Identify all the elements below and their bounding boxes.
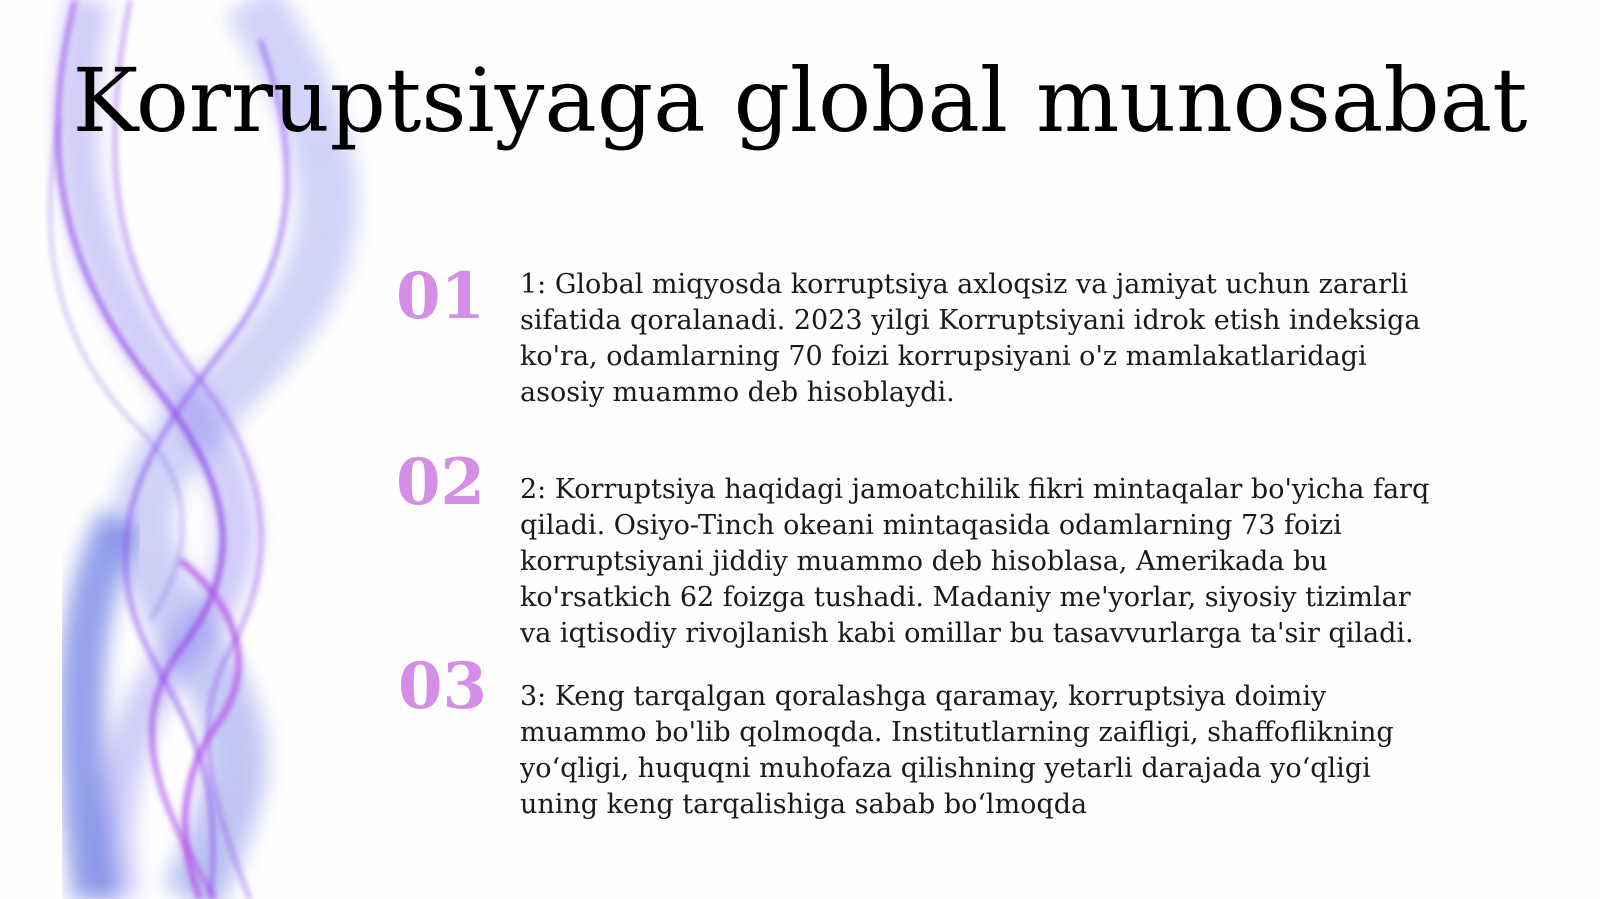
item-text-03: 3: Keng tarqalgan qoralashga qaramay, korruptsiya doimiy muammo bo'lib qolmoqda. Institutlarning zaifligi, shaffoflikning yo‘qligi, huquqni muhofaza qilishning yetarli darajada yo‘qligi uning keng tarqalishiga sabab bo‘lmoqda [520,681,1394,820]
item-text-02: 2: Korruptsiya haqidagi jamoatchilik fikri mintaqalar bo'yicha farq qiladi. Osiyo-Tinch okeani mintaqasida odamlarning 73 foizi korruptsiyani jiddiy muammo deb hisoblasa, Amerikada bu ko'rsatkich 62 foizga tushadi. Madaniy me'yorlar, siyosiy tizimlar va iqtisodiy rivojlanish kabi omillar bu tasavvurlarga ta'sir qiladi. [520,474,1430,649]
item-number-01: 01 [396,259,486,334]
slide-title: Korruptsiyaga global munosabat [72,49,1528,152]
item-text-01: 1: Global miqyosda korruptsiya axloqsiz va jamiyat uchun zararli sifatida qoralanadi. 2023 yilgi Korruptsiyani idrok etish indeksiga ko'ra, odamlarning 70 foizi korrupsiyani o'z mamlakatlaridagi asosiy muammo deb hisoblaydi. [520,269,1421,408]
item-number-03: 03 [398,649,488,724]
item-number-02: 02 [396,445,486,520]
